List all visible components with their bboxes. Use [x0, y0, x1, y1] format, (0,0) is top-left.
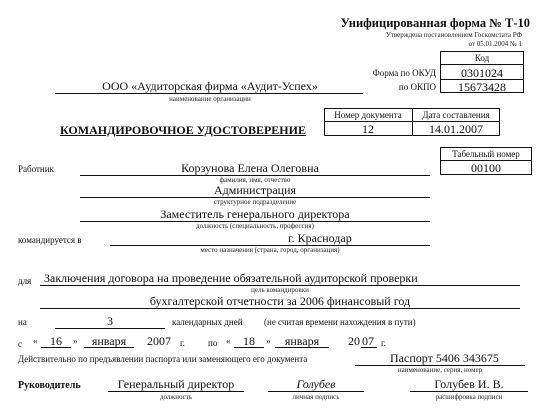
head-name: Голубев И. В. — [434, 377, 504, 391]
to-label: по — [208, 338, 218, 348]
head-position-caption: должность — [159, 393, 193, 401]
to-year-prefix: 20 — [348, 334, 360, 348]
to-year-suffix: 07 — [362, 334, 374, 348]
doc-number-value: 12 — [362, 122, 374, 136]
to-open-quote: « — [226, 336, 231, 346]
okud-value: 0301024 — [461, 66, 503, 80]
form-title: Унифицированная форма № Т-10 — [340, 16, 530, 30]
approval-line-2: от 05.01.2004 № 1 — [468, 40, 522, 48]
approval-line-1: Утверждена постановлением Госкомстата РФ — [385, 31, 522, 39]
days-note: (не считая времени нахождения в пути) — [264, 317, 416, 327]
head-label: Руководитель — [18, 380, 81, 391]
passport-value: Паспорт 5406 343675 — [390, 351, 499, 365]
doc-number-label: Номер документа — [334, 110, 402, 120]
passport-label: Действительно по предъявлении паспорта или заменяющего его документа — [18, 354, 308, 364]
for-label: на — [18, 317, 27, 327]
employee-name-caption: фамилия, имя, отчество — [219, 176, 291, 184]
days-value: 3 — [107, 314, 113, 328]
organization-name: ООО «Аудиторская фирма «Аудит-Успех» — [102, 79, 318, 93]
purpose-line-1: Заключения договора на проведение обязательной аудиторской проверки — [44, 271, 418, 285]
head-signature: Голубев — [296, 377, 336, 391]
head-signature-caption: личная подпись — [292, 393, 340, 401]
to-day: 18 — [243, 334, 255, 348]
employee-department: Администрация — [213, 183, 297, 197]
employee-name: Корзунова Елена Олеговна — [181, 161, 319, 175]
head-position: Генеральный директор — [117, 377, 235, 391]
from-label: с — [18, 339, 22, 349]
personnel-number-value: 00100 — [471, 161, 501, 175]
employee-position: Заместитель генерального директора — [160, 207, 350, 221]
destination-caption: место назначения (страна, город, организация) — [200, 246, 340, 254]
from-day: 16 — [50, 334, 62, 348]
organization-caption: наименование организации — [169, 95, 251, 103]
days-text: календарных дней — [172, 317, 243, 327]
okpo-label: по ОКПО — [398, 82, 436, 92]
okpo-value: 15673428 — [458, 80, 506, 94]
destination-value: г. Краснодар — [288, 231, 352, 245]
from-year: 2007 — [147, 334, 171, 348]
doc-date-label: Дата составления — [422, 110, 490, 120]
code-label: Код — [474, 53, 490, 63]
from-open-quote: « — [33, 336, 38, 346]
to-month: января — [284, 334, 320, 348]
purpose-caption: цель командировки — [251, 286, 309, 294]
from-year-word: г. — [180, 338, 185, 348]
purpose-label: для — [18, 276, 32, 286]
sent-to-label: командируется в — [18, 235, 82, 245]
okud-label: Форма по ОКУД — [372, 68, 436, 78]
doc-date-value: 14.01.2007 — [429, 122, 483, 136]
head-name-caption: расшифровка подписи — [435, 393, 503, 401]
from-close-quote: » — [73, 336, 78, 346]
purpose-line-2: бухгалтерской отчетности за 2006 финансовый год — [149, 294, 411, 308]
position-caption: должность (специальность, профессия) — [196, 222, 314, 230]
document-title: КОМАНДИРОВОЧНОЕ УДОСТОВЕРЕНИЕ — [60, 123, 306, 137]
personnel-number-label: Табельный номер — [452, 149, 520, 159]
to-year-word: г. — [381, 338, 386, 348]
passport-caption: наименование, серия, номер — [397, 366, 483, 374]
from-month: января — [91, 334, 127, 348]
department-caption: структурное подразделение — [213, 198, 297, 206]
worker-label: Работник — [18, 164, 54, 174]
to-close-quote: » — [266, 336, 271, 346]
